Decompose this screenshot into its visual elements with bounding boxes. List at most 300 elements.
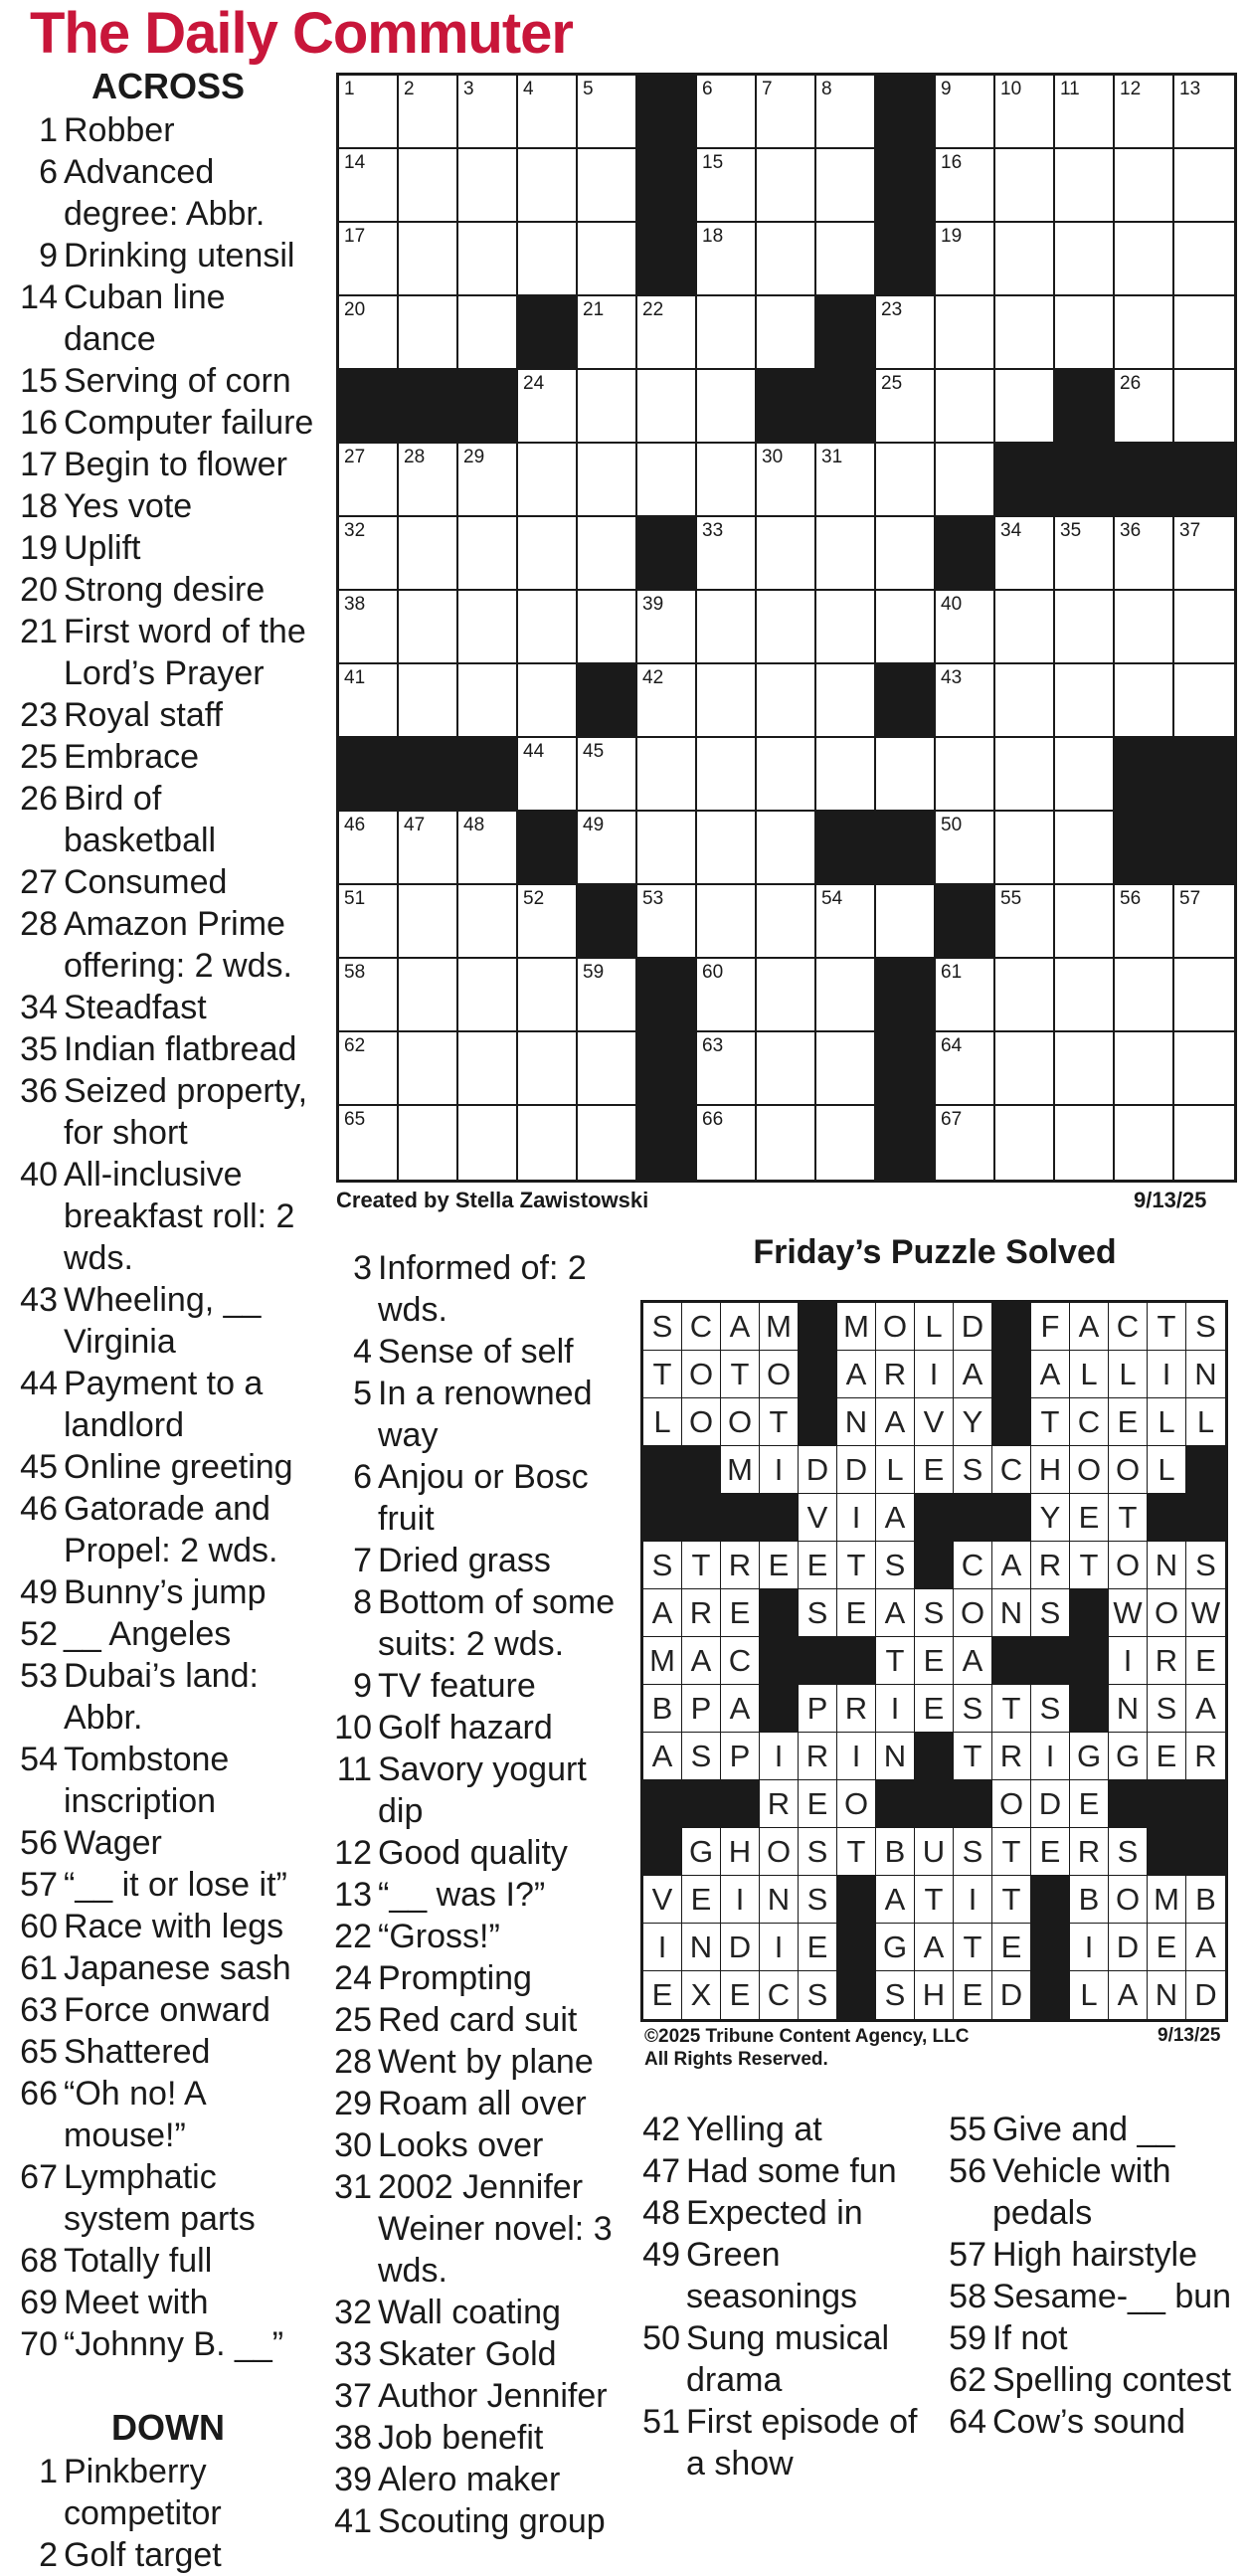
clue-number: 3: [353, 1249, 372, 1287]
clue-number: 41: [334, 2502, 372, 2540]
grid-cell[interactable]: [458, 517, 518, 591]
solution-letter: I: [1070, 1924, 1109, 1971]
solution-block: [682, 1780, 721, 1828]
grid-cell[interactable]: [1174, 1106, 1234, 1180]
grid-cell[interactable]: [518, 370, 578, 444]
grid-cell[interactable]: [816, 517, 876, 591]
grid-cell[interactable]: [578, 517, 637, 591]
clue-number: 35: [20, 1030, 58, 1068]
grid-cell[interactable]: [339, 959, 399, 1032]
grid-cell[interactable]: [816, 1032, 876, 1106]
grid-cell[interactable]: [697, 812, 757, 885]
grid-cell[interactable]: [697, 223, 757, 296]
grid-cell[interactable]: [697, 149, 757, 223]
grid-cell[interactable]: [1055, 1106, 1115, 1180]
grid-cell[interactable]: [578, 223, 637, 296]
solution-letter: S: [954, 1828, 992, 1876]
grid-cell[interactable]: [1115, 664, 1174, 738]
grid-cell[interactable]: [1174, 591, 1234, 664]
grid-cell[interactable]: [458, 149, 518, 223]
grid-cell[interactable]: [339, 885, 399, 959]
grid-cell[interactable]: [1174, 959, 1234, 1032]
solution-letter: I: [915, 1351, 954, 1398]
down-clue-list-1: [14, 2451, 322, 2576]
cell-number: 41: [344, 667, 366, 688]
grid-cell[interactable]: [995, 517, 1055, 591]
grid-cell[interactable]: [399, 959, 458, 1032]
grid-cell[interactable]: [339, 296, 399, 370]
grid-cell[interactable]: [1055, 812, 1115, 885]
solution-letter: D: [799, 1446, 837, 1494]
grid-cell[interactable]: [1055, 591, 1115, 664]
clue-number: 24: [334, 1959, 372, 1997]
grid-cell[interactable]: [995, 738, 1055, 812]
grid-cell[interactable]: [1174, 76, 1234, 149]
grid-cell[interactable]: [637, 444, 697, 517]
grid-cell[interactable]: [697, 885, 757, 959]
grid-cell[interactable]: [399, 517, 458, 591]
grid-cell[interactable]: [697, 1106, 757, 1180]
cell-number: 52: [523, 888, 545, 909]
solution-letter: R: [760, 1780, 799, 1828]
grid-cell[interactable]: [995, 370, 1055, 444]
grid-cell[interactable]: [1174, 370, 1234, 444]
grid-cell[interactable]: [697, 1032, 757, 1106]
grid-cell[interactable]: [458, 76, 518, 149]
grid-cell[interactable]: [578, 959, 637, 1032]
grid-cell[interactable]: [399, 149, 458, 223]
grid-cell[interactable]: [1174, 517, 1234, 591]
grid-cell[interactable]: [936, 370, 995, 444]
grid-cell[interactable]: [1055, 1032, 1115, 1106]
grid-cell[interactable]: [518, 885, 578, 959]
clue-text: Race with legs: [64, 1908, 284, 1945]
grid-cell[interactable]: [339, 812, 399, 885]
grid-cell[interactable]: [518, 959, 578, 1032]
cell-number: 37: [1179, 520, 1201, 541]
grid-cell[interactable]: [936, 1032, 995, 1106]
grid-cell[interactable]: [697, 444, 757, 517]
grid-cell[interactable]: [995, 591, 1055, 664]
solution-letter: L: [1148, 1398, 1186, 1446]
grid-cell[interactable]: [1055, 296, 1115, 370]
clue-text: Royal staff: [64, 696, 224, 734]
cell-number: 23: [881, 299, 903, 320]
grid-cell[interactable]: [458, 444, 518, 517]
grid-cell[interactable]: [876, 296, 936, 370]
solution-letter: O: [837, 1780, 876, 1828]
grid-cell[interactable]: [1115, 370, 1174, 444]
solution-letter: I: [643, 1924, 682, 1971]
grid-cell[interactable]: [697, 664, 757, 738]
grid-cell[interactable]: [1115, 591, 1174, 664]
clue-number: 13: [334, 1876, 372, 1914]
across-clue: [14, 778, 322, 861]
across-clue: [14, 2240, 322, 2282]
grid-cell[interactable]: [757, 1032, 816, 1106]
clue-number: 21: [20, 613, 58, 650]
grid-cell[interactable]: [339, 149, 399, 223]
clue-number: 62: [949, 2361, 986, 2399]
grid-cell[interactable]: [816, 959, 876, 1032]
grid-cell[interactable]: [399, 223, 458, 296]
solution-letter: I: [876, 1685, 915, 1733]
solution-letter: E: [682, 1876, 721, 1924]
grid-cell[interactable]: [757, 444, 816, 517]
grid-cell[interactable]: [1115, 223, 1174, 296]
grid-cell[interactable]: [339, 76, 399, 149]
grid-cell[interactable]: [578, 370, 637, 444]
grid-cell[interactable]: [995, 664, 1055, 738]
clue-text: Shattered: [64, 2033, 211, 2071]
grid-cell[interactable]: [876, 738, 936, 812]
solution-letter: D: [954, 1303, 992, 1351]
clue-text: Strong desire: [64, 571, 266, 609]
grid-cell[interactable]: [816, 1106, 876, 1180]
clue-number: 49: [642, 2236, 680, 2274]
grid-cell[interactable]: [578, 76, 637, 149]
solution-block: [1070, 1637, 1109, 1685]
grid-cell[interactable]: [578, 1032, 637, 1106]
grid-cell[interactable]: [578, 812, 637, 885]
clue-number: 9: [353, 1667, 372, 1705]
across-clue: [14, 1613, 322, 1655]
across-clue: [14, 1571, 322, 1613]
solution-letter: A: [1186, 1685, 1225, 1733]
grid-cell[interactable]: [876, 591, 936, 664]
clue-text: Pinkberry competitor: [64, 2453, 222, 2532]
grid-cell[interactable]: [995, 812, 1055, 885]
cell-number: 19: [941, 226, 963, 247]
solution-letter: S: [954, 1685, 992, 1733]
grid-cell[interactable]: [458, 1106, 518, 1180]
grid-cell[interactable]: [995, 885, 1055, 959]
grid-cell[interactable]: [876, 370, 936, 444]
grid-cell[interactable]: [1174, 296, 1234, 370]
solution-letter: N: [1148, 1971, 1186, 2019]
grid-cell[interactable]: [1174, 223, 1234, 296]
grid-cell[interactable]: [816, 885, 876, 959]
solution-block: [1186, 1494, 1225, 1542]
grid-cell[interactable]: [399, 885, 458, 959]
solution-block: [643, 1494, 682, 1542]
clue-text: Amazon Prime offering: 2 wds.: [64, 905, 292, 985]
grid-cell[interactable]: [936, 812, 995, 885]
solution-letter: E: [1109, 1398, 1148, 1446]
clue-text: Steadfast: [64, 989, 207, 1026]
clue-text: Went by plane: [378, 2043, 594, 2081]
solution-letter: O: [1109, 1876, 1148, 1924]
grid-cell[interactable]: [816, 664, 876, 738]
grid-cell[interactable]: [399, 664, 458, 738]
cell-number: 26: [1120, 373, 1142, 394]
across-clue-list: [14, 109, 322, 2365]
grid-cell[interactable]: [1115, 1106, 1174, 1180]
solution-letter: R: [799, 1733, 837, 1780]
solution-block: [799, 1303, 837, 1351]
clue-text: First episode of a show: [686, 2403, 918, 2483]
down-clue: [332, 1665, 621, 1707]
grid-cell[interactable]: [757, 1106, 816, 1180]
grid-cell[interactable]: [339, 517, 399, 591]
solution-block: [992, 1398, 1031, 1446]
grid-cell[interactable]: [936, 959, 995, 1032]
grid-cell[interactable]: [1174, 885, 1234, 959]
down-clue: [943, 2150, 1241, 2234]
grid-block: [1174, 812, 1234, 885]
grid-cell[interactable]: [518, 1106, 578, 1180]
grid-cell[interactable]: [637, 296, 697, 370]
copyright-notice: [644, 2025, 970, 2071]
across-clue: [14, 485, 322, 527]
grid-cell[interactable]: [1055, 76, 1115, 149]
cell-number: 35: [1060, 520, 1082, 541]
grid-cell[interactable]: [578, 738, 637, 812]
grid-cell[interactable]: [757, 76, 816, 149]
grid-cell[interactable]: [1115, 517, 1174, 591]
grid-cell[interactable]: [1055, 885, 1115, 959]
solution-block: [915, 1733, 954, 1780]
grid-cell[interactable]: [757, 959, 816, 1032]
grid-cell[interactable]: [458, 223, 518, 296]
clue-text: All-inclusive breakfast roll: 2 wds.: [64, 1156, 295, 1277]
clue-number: 16: [20, 404, 58, 442]
clue-number: 11: [336, 1750, 372, 1788]
solution-letter: W: [1109, 1589, 1148, 1637]
grid-cell[interactable]: [816, 149, 876, 223]
grid-cell[interactable]: [399, 1106, 458, 1180]
grid-cell[interactable]: [1115, 885, 1174, 959]
grid-cell[interactable]: [339, 1106, 399, 1180]
grid-cell[interactable]: [757, 296, 816, 370]
grid-cell[interactable]: [637, 812, 697, 885]
down-clue: [14, 2451, 322, 2534]
clue-number: 40: [20, 1156, 58, 1194]
grid-cell[interactable]: [1174, 149, 1234, 223]
grid-cell[interactable]: [876, 885, 936, 959]
grid-cell[interactable]: [757, 517, 816, 591]
grid-cell[interactable]: [458, 812, 518, 885]
grid-cell[interactable]: [339, 664, 399, 738]
grid-block: [1055, 370, 1115, 444]
grid-cell[interactable]: [697, 591, 757, 664]
grid-cell[interactable]: [936, 76, 995, 149]
grid-cell[interactable]: [399, 296, 458, 370]
grid-cell[interactable]: [697, 738, 757, 812]
solution-letter: R: [1031, 1542, 1070, 1589]
grid-cell[interactable]: [816, 591, 876, 664]
across-clue: [14, 611, 322, 694]
grid-cell[interactable]: [1055, 223, 1115, 296]
grid-cell[interactable]: [518, 1032, 578, 1106]
grid-cell[interactable]: [518, 149, 578, 223]
clue-text: Sung musical drama: [686, 2319, 890, 2399]
grid-cell[interactable]: [1174, 1032, 1234, 1106]
grid-cell[interactable]: [399, 812, 458, 885]
grid-cell[interactable]: [936, 1106, 995, 1180]
grid-cell[interactable]: [697, 296, 757, 370]
grid-cell[interactable]: [1115, 1032, 1174, 1106]
grid-cell[interactable]: [757, 664, 816, 738]
grid-cell[interactable]: [578, 149, 637, 223]
grid-cell[interactable]: [876, 444, 936, 517]
down-clues-column-4: [943, 2109, 1241, 2443]
clue-text: Informed of: 2 wds.: [378, 1249, 587, 1329]
down-clue: [636, 2317, 935, 2401]
grid-cell[interactable]: [757, 149, 816, 223]
clue-number: 27: [20, 863, 58, 901]
clue-text: “__ it or lose it”: [64, 1866, 287, 1904]
grid-cell[interactable]: [458, 1032, 518, 1106]
grid-cell[interactable]: [816, 444, 876, 517]
grid-cell[interactable]: [399, 1032, 458, 1106]
grid-cell[interactable]: [1115, 149, 1174, 223]
grid-cell[interactable]: [1055, 959, 1115, 1032]
solution-block: [760, 1637, 799, 1685]
grid-cell[interactable]: [757, 223, 816, 296]
solved-puzzle-title: Friday’s Puzzle Solved: [753, 1233, 1117, 1271]
clue-number: 25: [20, 738, 58, 776]
grid-cell[interactable]: [995, 959, 1055, 1032]
clue-number: 63: [20, 1991, 58, 2029]
grid-cell[interactable]: [1055, 738, 1115, 812]
cell-number: 54: [821, 888, 843, 909]
grid-cell[interactable]: [458, 959, 518, 1032]
grid-cell[interactable]: [518, 76, 578, 149]
down-clue: [332, 1331, 621, 1373]
grid-cell[interactable]: [816, 223, 876, 296]
grid-cell[interactable]: [816, 738, 876, 812]
grid-cell[interactable]: [995, 76, 1055, 149]
grid-cell[interactable]: [518, 738, 578, 812]
grid-cell[interactable]: [936, 296, 995, 370]
down-clue: [943, 2317, 1241, 2359]
cell-number: 10: [1000, 79, 1022, 99]
grid-cell[interactable]: [339, 591, 399, 664]
grid-cell[interactable]: [637, 370, 697, 444]
cell-number: 61: [941, 962, 963, 983]
grid-cell[interactable]: [458, 885, 518, 959]
solution-letter: T: [837, 1828, 876, 1876]
grid-cell[interactable]: [339, 444, 399, 517]
grid-cell[interactable]: [936, 664, 995, 738]
across-clue: [14, 1822, 322, 1864]
grid-cell[interactable]: [936, 444, 995, 517]
grid-cell[interactable]: [578, 296, 637, 370]
grid-cell[interactable]: [637, 885, 697, 959]
grid-cell[interactable]: [339, 1032, 399, 1106]
grid-block: [876, 959, 936, 1032]
grid-cell[interactable]: [518, 591, 578, 664]
cell-number: 49: [583, 815, 605, 835]
clue-text: Roam all over: [378, 2085, 587, 2122]
clue-number: 19: [20, 529, 58, 567]
grid-cell[interactable]: [637, 591, 697, 664]
grid-cell[interactable]: [1055, 517, 1115, 591]
grid-cell[interactable]: [637, 664, 697, 738]
clue-number: 1: [39, 2453, 58, 2490]
clue-number: 34: [20, 989, 58, 1026]
grid-cell[interactable]: [1115, 959, 1174, 1032]
grid-block: [876, 223, 936, 296]
grid-cell[interactable]: [1055, 664, 1115, 738]
solution-block: [1031, 1637, 1070, 1685]
grid-cell[interactable]: [1115, 296, 1174, 370]
solution-date: 9/13/25: [1158, 2025, 1221, 2046]
grid-cell[interactable]: [518, 223, 578, 296]
solution-letter: A: [876, 1494, 915, 1542]
clue-text: Sesame-__ bun: [992, 2278, 1232, 2315]
grid-cell[interactable]: [757, 812, 816, 885]
grid-block: [936, 885, 995, 959]
grid-cell[interactable]: [995, 296, 1055, 370]
grid-cell[interactable]: [399, 591, 458, 664]
grid-cell[interactable]: [995, 149, 1055, 223]
grid-cell[interactable]: [936, 223, 995, 296]
grid-cell[interactable]: [399, 76, 458, 149]
grid-cell[interactable]: [1115, 76, 1174, 149]
solution-block: [643, 1828, 682, 1876]
grid-cell[interactable]: [458, 664, 518, 738]
grid-cell[interactable]: [697, 370, 757, 444]
clue-text: “__ was I?”: [378, 1876, 546, 1914]
grid-cell[interactable]: [936, 591, 995, 664]
grid-cell[interactable]: [697, 517, 757, 591]
grid-cell[interactable]: [995, 1032, 1055, 1106]
grid-cell[interactable]: [458, 591, 518, 664]
down-clue: [332, 1832, 621, 1874]
solution-letter: T: [915, 1876, 954, 1924]
across-clue: [14, 1739, 322, 1822]
grid-cell[interactable]: [757, 591, 816, 664]
grid-cell[interactable]: [1055, 149, 1115, 223]
grid-cell[interactable]: [876, 517, 936, 591]
grid-cell[interactable]: [518, 517, 578, 591]
grid-cell[interactable]: [578, 591, 637, 664]
clue-number: 12: [334, 1834, 372, 1872]
clue-number: 46: [20, 1490, 58, 1528]
grid-cell[interactable]: [995, 223, 1055, 296]
grid-cell[interactable]: [339, 223, 399, 296]
clue-number: 59: [949, 2319, 986, 2357]
grid-cell[interactable]: [637, 738, 697, 812]
grid-cell[interactable]: [936, 738, 995, 812]
solution-block: [1148, 1828, 1186, 1876]
clue-text: TV feature: [378, 1667, 536, 1705]
grid-cell[interactable]: [697, 76, 757, 149]
solution-letter: A: [915, 1924, 954, 1971]
clue-number: 44: [20, 1365, 58, 1402]
grid-cell[interactable]: [1174, 664, 1234, 738]
grid-cell[interactable]: [518, 664, 578, 738]
solution-letter: E: [992, 1924, 1031, 1971]
grid-cell[interactable]: [757, 885, 816, 959]
grid-cell[interactable]: [518, 444, 578, 517]
grid-cell[interactable]: [399, 444, 458, 517]
grid-cell[interactable]: [578, 444, 637, 517]
solution-letter: M: [837, 1303, 876, 1351]
cell-number: 36: [1120, 520, 1142, 541]
grid-cell[interactable]: [458, 296, 518, 370]
grid-cell[interactable]: [995, 1106, 1055, 1180]
grid-cell[interactable]: [936, 149, 995, 223]
grid-cell[interactable]: [697, 959, 757, 1032]
grid-cell[interactable]: [578, 1106, 637, 1180]
solution-letter: A: [837, 1351, 876, 1398]
grid-cell[interactable]: [757, 738, 816, 812]
grid-cell[interactable]: [816, 76, 876, 149]
solution-letter: C: [992, 1446, 1031, 1494]
